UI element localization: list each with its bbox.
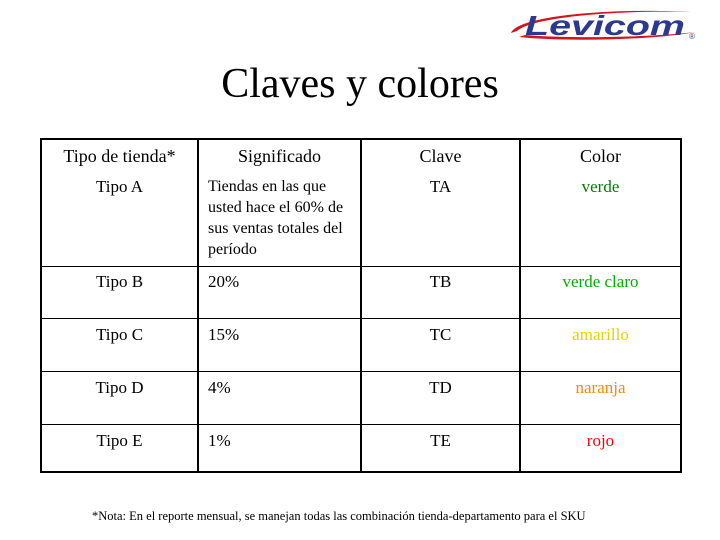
row-c-significado: 15% <box>208 325 240 344</box>
registered-mark: ® <box>689 32 695 41</box>
row-e-tipo: Tipo E <box>96 431 143 450</box>
row-a-significado: Tiendas en las que usted hace el 60% de sus ventas totales del período <box>208 178 344 258</box>
row-d-significado: 4% <box>208 378 231 397</box>
row-e-clave: TE <box>430 431 451 450</box>
row-d-tipo: Tipo D <box>95 378 144 397</box>
row-a-color: verde <box>581 177 620 196</box>
row-divider <box>42 424 680 425</box>
row-a-clave: TA <box>429 177 452 196</box>
row-c-tipo: Tipo C <box>95 325 144 344</box>
row-divider <box>42 371 680 372</box>
row-b-tipo: Tipo B <box>95 272 144 291</box>
row-b-color: verde claro <box>562 272 639 291</box>
row-e-significado: 1% <box>208 431 231 450</box>
row-b-clave: TB <box>429 272 452 291</box>
page-title: Claves y colores <box>221 61 499 107</box>
row-d-clave: TD <box>429 378 452 397</box>
header-significado: Significado <box>238 146 321 166</box>
header-clave: Clave <box>419 146 462 166</box>
row-b-significado: 20% <box>208 272 240 291</box>
row-a-tipo: Tipo A <box>95 177 144 196</box>
column-divider <box>197 140 199 471</box>
header-color: Color <box>579 146 621 166</box>
row-e-color: rojo <box>586 431 615 450</box>
footnote: *Nota: En el reporte mensual, se manejan todas las combinación tienda-departamento para el SKU <box>92 509 586 523</box>
row-c-color: amarillo <box>572 325 629 344</box>
header-tipo: Tipo de tienda* <box>63 146 176 166</box>
row-divider <box>42 266 680 267</box>
levicom-logo <box>505 6 701 44</box>
logo-text: Levicom <box>525 10 685 41</box>
claves-table <box>40 138 682 473</box>
row-divider <box>42 318 680 319</box>
row-d-color: naranja <box>575 378 626 397</box>
row-c-clave: TC <box>429 325 452 344</box>
